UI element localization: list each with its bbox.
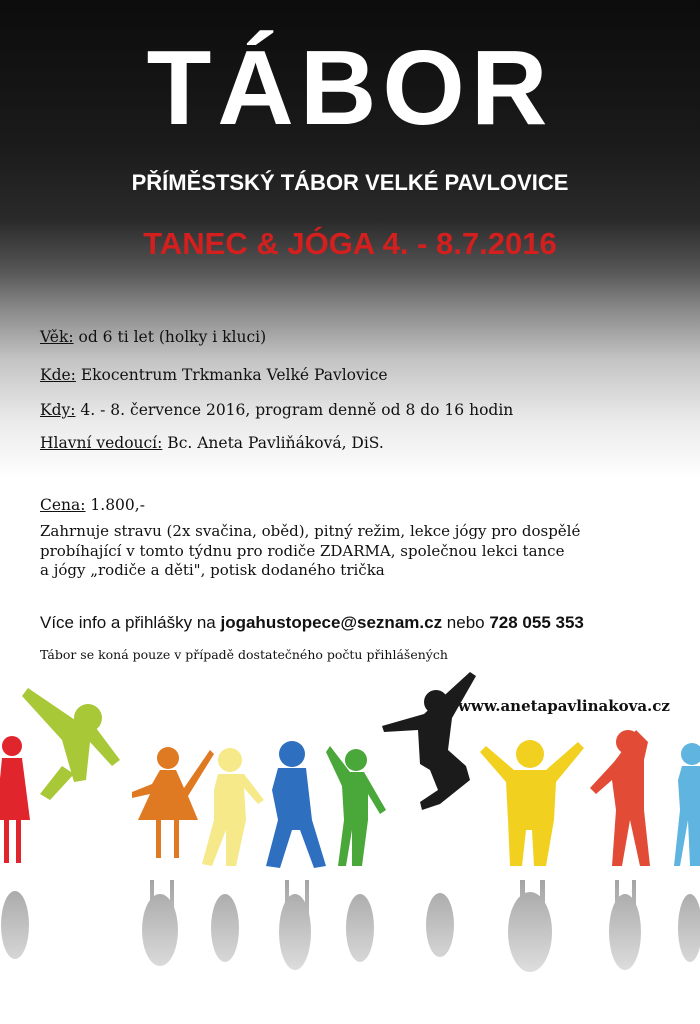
dancer-yellow-icon <box>202 748 264 866</box>
place-label: Kde: <box>40 366 76 384</box>
place-value: Ekocentrum Trkmanka Velké Pavlovice <box>75 366 388 384</box>
dancer-coral-icon <box>590 730 650 866</box>
contact-line <box>40 613 584 633</box>
dancer-reflections <box>0 870 700 1024</box>
description-line: probíhající v tomto týdnu pro rodiče ZDARMA, společnou lekci tance <box>40 541 565 560</box>
price-label: Cena: <box>40 496 86 514</box>
website-link[interactable]: www.anetapavlinakova.cz <box>458 697 670 715</box>
dancer-orange-icon <box>132 747 214 858</box>
info-when <box>40 401 513 419</box>
description-line: Zahrnuje stravu (2x svačina, oběd), pitný režim, lekce jógy pro dospělé <box>40 522 581 540</box>
when-value: 4. - 8. července 2016, program denně od 8 do 16 hodin <box>75 401 514 419</box>
description-line: a jógy „rodiče a děti", potisk dodaného trička <box>40 561 385 579</box>
when-label: Kdy: <box>40 401 76 419</box>
age-label: Věk: <box>40 328 74 346</box>
info-place <box>40 366 388 384</box>
contact-middle: nebo <box>442 613 490 632</box>
dancer-lime-icon <box>22 688 120 800</box>
price-value: 1.800,- <box>85 496 145 514</box>
info-age <box>40 328 266 346</box>
info-leader <box>40 434 384 452</box>
poster-subtitle: PŘÍMĚSTSKÝ TÁBOR VELKÉ PAVLOVICE <box>131 170 569 195</box>
dancer-green-icon <box>326 746 386 866</box>
dancer-blue-icon <box>266 741 326 868</box>
dancers-illustration <box>0 670 700 1024</box>
poster-title: TÁBOR <box>146 29 554 147</box>
contact-email[interactable]: jogahustopece@seznam.cz <box>220 613 443 632</box>
dancer-black-icon <box>382 672 476 810</box>
contact-phone: 728 055 353 <box>489 613 584 632</box>
leader-label: Hlavní vedoucí: <box>40 434 163 452</box>
dancer-gold-icon <box>480 740 584 866</box>
info-price <box>40 496 145 514</box>
dancer-sky-icon <box>674 743 700 866</box>
leader-value: Bc. Aneta Pavliňáková, DiS. <box>162 434 384 452</box>
age-value: od 6 ti let (holky i kluci) <box>73 328 267 346</box>
poster-headline: TANEC & JÓGA 4. - 8.7.2016 <box>143 226 557 261</box>
dancer-red-icon <box>0 736 30 863</box>
price-description <box>40 522 680 581</box>
contact-prefix: Více info a přihlášky na <box>40 613 221 632</box>
condition-note: Tábor se koná pouze v případě dostatečného počtu přihlášených <box>40 647 448 662</box>
